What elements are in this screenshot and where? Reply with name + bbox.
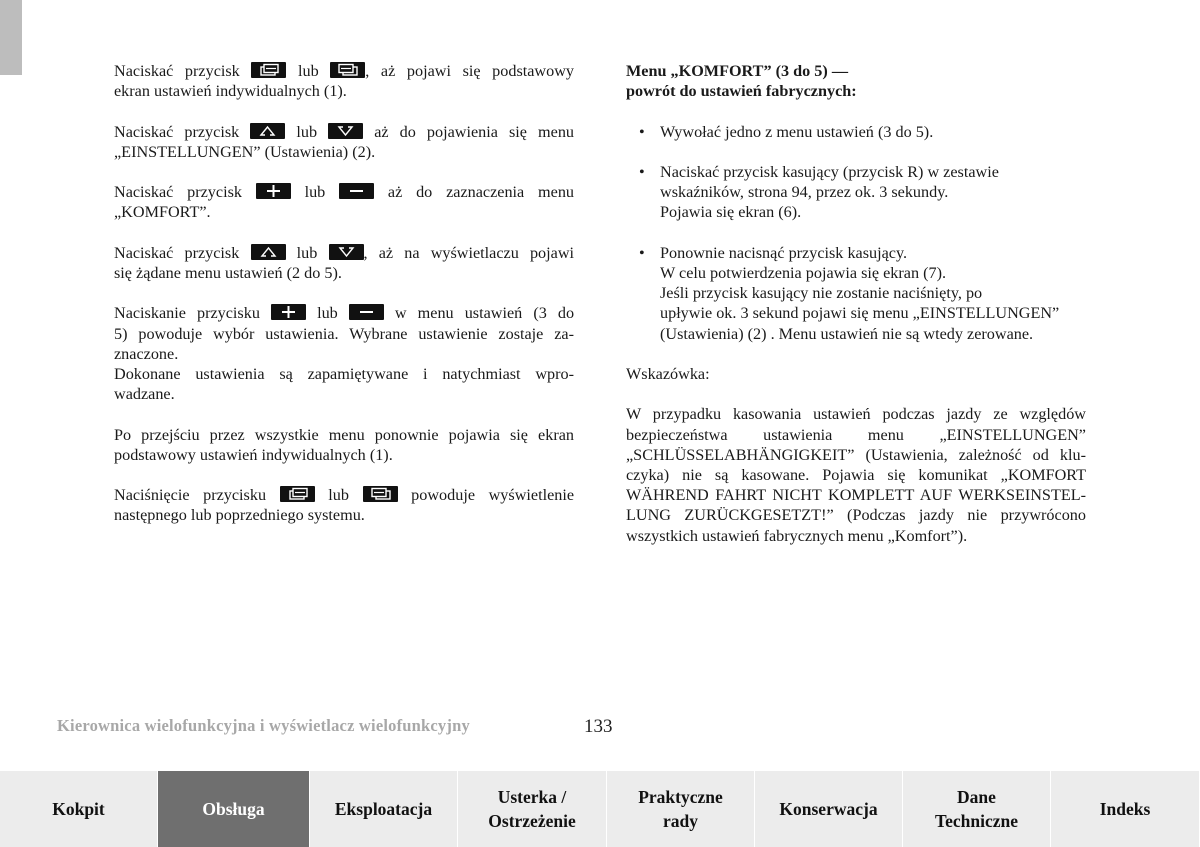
paragraph-setting-select: Naciskanie przycisku lub w menu ustawień (3 do 5) powoduje wybór ustawienia. Wybrane ustawienie zostaje za- znaczone. Dokonane ustawienia są zapamiętywane i natychmiast wpro- wadzane.	[114, 304, 575, 404]
note-label: Wskazówka:	[626, 364, 710, 383]
display-page-forward-icon	[251, 62, 286, 78]
paragraph-settings-menu: Naciskać przycisk lub aż do pojawienia się menu „EINSTELLUNGEN” (Ustawienia) (2).	[114, 122, 575, 161]
down-arrow-icon	[328, 123, 363, 139]
section-footer-title: Kierownica wielofunkcyjna i wyświetlacz wielofunkcyjny	[57, 716, 470, 735]
page-corner-marker	[0, 0, 22, 75]
list-item: • Ponownie nacisnąć przycisk kasujący. W celu potwierdzenia pojawia się ekran (7). Jeśli przycisk kasujący nie zostanie naciśnięty, po upływie ok. 3 sekund pojawi się menu „EINSTELLUNGEN” (Ustawienia) (2) . Menu ustawień nie są wtedy zerowane.	[626, 243, 1086, 344]
up-arrow-icon	[250, 123, 285, 139]
tab-praktyczne-rady[interactable]: Praktyczne rady	[607, 771, 755, 847]
display-page-back-icon	[363, 486, 398, 502]
chapter-nav-bar	[0, 771, 1200, 847]
list-item: • Wywołać jedno z menu ustawień (3 do 5).	[626, 122, 1086, 142]
tab-obsluga[interactable]: Obsługa	[158, 771, 310, 847]
tab-konserwacja[interactable]: Konserwacja	[755, 771, 903, 847]
tab-eksploatacja[interactable]: Eksploatacja	[310, 771, 458, 847]
instruction-list	[626, 122, 1086, 344]
minus-icon	[349, 304, 384, 320]
plus-icon	[271, 304, 306, 320]
paragraph-basic-screen: Naciskać przycisk lub , aż pojawi się podstawowy ekran ustawień indywidualnych (1).	[114, 62, 574, 101]
paragraph-desired-menu: Naciskać przycisk lub , aż na wyświetlaczu pojawi się żądane menu ustawień (2 do 5).	[114, 243, 575, 282]
paragraph-return-basic: Po przejściu przez wszystkie menu ponownie pojawia się ekran podstawowy ustawień indywidualnych (1).	[114, 425, 574, 464]
plus-icon	[256, 183, 291, 199]
tab-kokpit[interactable]: Kokpit	[0, 771, 158, 847]
tab-dane-techniczne[interactable]: Dane Techniczne	[903, 771, 1051, 847]
right-column	[626, 61, 1086, 566]
section-heading: Menu „KOMFORT” (3 do 5) — powrót do ustawień fabrycznych:	[626, 62, 857, 101]
left-column	[114, 61, 574, 546]
note-text: W przypadku kasowania ustawień podczas jazdy ze względów bezpieczeństwa ustawienia menu „EINSTELLUNGEN” „SCHLÜSSELABHÄNGIGKEIT” (Ustawienia, zależność od klu- czyka) nie są kasowane. Pojawia się komunikat „KOMFORT WÄHREND FAHRT NICHT KOMPLETT AUF WERKSEINSTEL- LUNG ZURÜCKGESETZT!” (Podczas jazdy nie przywrócono wszystkich ustawień fabrycznych menu „Komfort”).	[626, 405, 1086, 545]
display-page-forward-icon	[280, 486, 315, 502]
tab-indeks[interactable]: Indeks	[1051, 771, 1200, 847]
minus-icon	[339, 183, 374, 199]
tab-usterka-ostrzezenie[interactable]: Usterka / Ostrzeżenie	[458, 771, 607, 847]
list-item: • Naciskać przycisk kasujący (przycisk R) w zestawie wskaźników, strona 94, przez ok. 3 sekundy. Pojawia się ekran (6).	[626, 162, 1086, 223]
display-page-back-icon	[330, 62, 365, 78]
page-number: 133	[584, 716, 613, 737]
down-arrow-icon	[329, 244, 364, 260]
up-arrow-icon	[251, 244, 286, 260]
paragraph-komfort-select: Naciskać przycisk lub aż do zaznaczenia menu „KOMFORT”.	[114, 183, 575, 222]
paragraph-next-system: Naciśnięcie przycisku lub powoduje wyświetlenie następnego lub poprzedniego systemu.	[114, 486, 575, 525]
